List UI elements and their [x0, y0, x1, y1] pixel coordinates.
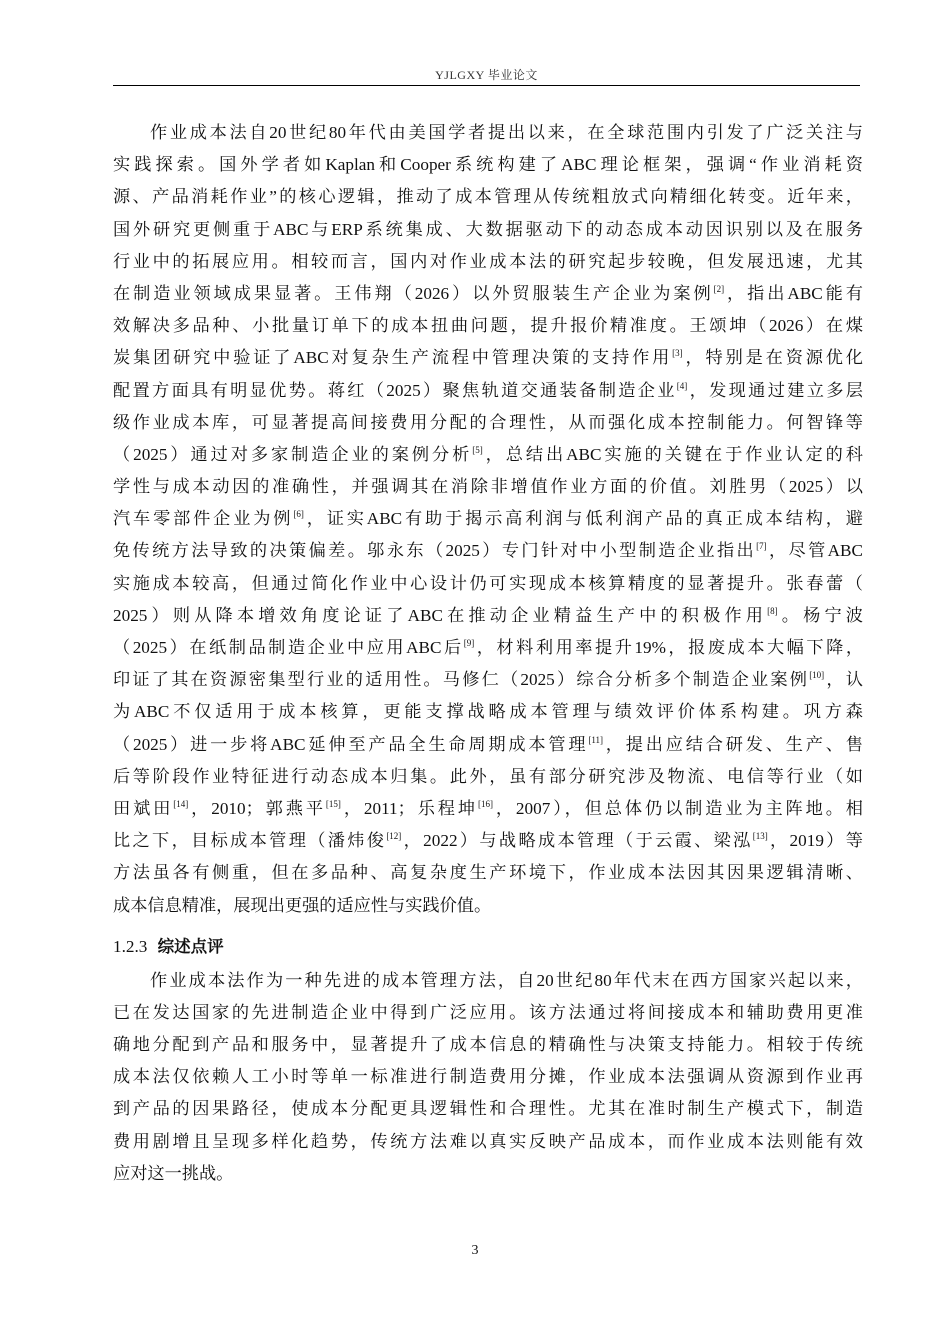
text-line	[113, 375, 863, 407]
text-segment: ，尽管ABC	[766, 541, 863, 561]
text-line	[113, 214, 863, 246]
text-segment: 级作业成本库，可显著提高间接费用分配的合理性，从而强化成本控制能力。何智锋等	[113, 412, 863, 432]
text-line	[113, 149, 863, 181]
text-segment: 实施成本较高，但通过简化作业中心设计仍可实现成本核算精度的显著提升。张春蕾（	[113, 573, 863, 593]
text-segment: 行业中的拓展应用。相较而言，国内对作业成本法的研究起步较晚，但发展迅速，尤其	[113, 251, 863, 271]
text-segment: ，认	[824, 670, 863, 690]
paragraph-review-comment	[113, 965, 863, 1190]
paragraph-literature-review	[113, 117, 863, 922]
text-line	[113, 825, 863, 857]
text-segment: ，总结出ABC实施的关键在于作业认定的科	[482, 444, 863, 464]
text-segment: 在制造业领域成果显著。王伟翔（2026）以外贸服装生产企业为案例	[113, 283, 714, 303]
citation-marker: [12]	[386, 831, 402, 842]
text-line	[113, 310, 863, 342]
text-segment: 炭集团研究中验证了ABC对复杂生产流程中管理决策的支持作用	[113, 348, 673, 368]
citation-marker: [8]	[767, 605, 778, 616]
citation-marker: [4]	[676, 380, 688, 391]
text-segment: 田斌田	[113, 798, 174, 818]
citation-marker: [3]	[672, 348, 683, 359]
page-header: YJLGXY 毕业论文	[435, 68, 538, 82]
text-line	[113, 600, 863, 632]
text-segment: ，2019）等	[767, 831, 863, 851]
text-segment: 效解决多品种、小批量订单下的成本扭曲问题，提升报价精准度。王颂坤（2026）在煤	[113, 316, 863, 336]
section-number: 1.2.3	[113, 936, 148, 956]
text-line	[113, 407, 863, 439]
text-segment: 方法虽各有侧重，但在多品种、高复杂度生产环境下，作业成本法因其因果逻辑清晰、	[113, 863, 863, 883]
text-segment: ，发现通过建立多层	[687, 380, 863, 400]
text-segment: 印证了其在资源密集型行业的适用性。马修仁（2025）综合分析多个制造企业案例	[113, 670, 810, 690]
text-segment: 后等阶段作业特征进行动态成本归集。此外，虽有部分研究涉及物流、电信等行业（如	[113, 766, 863, 786]
citation-marker: [16]	[477, 798, 493, 809]
text-line	[113, 342, 863, 374]
text-line	[113, 503, 863, 535]
section-heading	[113, 931, 863, 963]
text-segment: （2025）在纸制品制造企业中应用ABC后	[113, 638, 464, 657]
page-number: 3	[471, 1243, 479, 1258]
text-line	[113, 793, 863, 825]
text-line	[113, 278, 863, 310]
section-title: 综述点评	[157, 936, 224, 956]
text-segment: 免传统方法导致的决策偏差。邬永东（2025）专门针对中小型制造企业指出	[113, 541, 757, 561]
text-segment: 为ABC不仅适用于成本核算，更能支撑战略成本管理与绩效评价体系构建。巩方森	[113, 702, 863, 722]
text-segment: 源、产品消耗作业”的核心逻辑，推动了成本管理从传统粗放式向精细化转变。近年来，	[113, 187, 863, 207]
text-line	[113, 890, 863, 922]
text-segment: ，2007），但总体仍以制造业为主阵地。相	[492, 798, 863, 818]
header-rule	[113, 85, 860, 86]
citation-marker: [14]	[173, 798, 189, 809]
text-line: 成本法仅依赖人工小时等单一标准进行制造费用分摊，作业成本法强调从资源到作业再	[113, 1067, 863, 1087]
text-line	[113, 471, 863, 503]
text-line: 确地分配到产品和服务中，显著提升了成本信息的精确性与决策支持能力。相较于传统	[113, 1035, 863, 1055]
text-line	[113, 568, 863, 600]
text-segment: 比之下，目标成本管理（潘炜俊	[113, 831, 387, 851]
text-segment: ，特别是在资源优化	[682, 348, 863, 368]
text-segment: ，材料利用率提升19%，报废成本大幅下降，	[474, 638, 864, 657]
text-segment: ，证实ABC有助于揭示高利润与低利润产品的真正成本结构，避	[303, 509, 863, 529]
text-segment: ，2011；乐程坤	[340, 798, 478, 818]
text-line: 到产品的因果路径，使成本分配更具逻辑性和合理性。尤其在准时制生产模式下，制造	[113, 1099, 863, 1119]
text-segment: （2025）通过对多家制造企业的案例分析	[113, 444, 473, 464]
citation-marker: [6]	[293, 509, 304, 520]
text-line	[113, 761, 863, 793]
citation-marker: [15]	[325, 798, 341, 809]
text-line: 已在发达国家的先进制造企业中得到广泛应用。该方法通过将间接成本和辅助费用更准	[113, 1002, 863, 1022]
body-content	[113, 117, 863, 1190]
text-line: 应对这一挑战。	[113, 1163, 234, 1183]
text-line	[113, 696, 863, 728]
text-line	[113, 117, 863, 149]
citation-marker: [5]	[472, 444, 483, 455]
text-segment: 实践探索。国外学者如Kaplan和Cooper系统构建了ABC理论框架，强调“作业消耗资	[113, 155, 863, 175]
citation-marker: [10]	[809, 670, 825, 681]
text-line	[113, 664, 863, 696]
citation-marker: [2]	[713, 283, 725, 294]
citation-marker: [11]	[588, 734, 603, 745]
text-line	[113, 729, 863, 761]
text-line: 费用剧增且呈现多样化趋势，传统方法难以真实反映产品成本，而作业成本法则能有效	[113, 1131, 863, 1151]
text-segment: 。杨宁波	[777, 605, 863, 625]
text-segment: ，指出ABC能有	[724, 283, 863, 303]
text-segment: （2025）进一步将ABC延伸至产品全生命周期成本管理	[113, 734, 589, 754]
text-segment: 作业成本法自20世纪80年代由美国学者提出以来，在全球范围内引发了广泛关注与	[150, 123, 863, 142]
text-line: 作业成本法作为一种先进的成本管理方法，自20世纪80年代末在西方国家兴起以来，	[150, 970, 863, 990]
text-segment: 汽车零部件企业为例	[113, 509, 294, 529]
text-segment: 国外研究更侧重于ABC与ERP系统集成、大数据驱动下的动态成本动因识别以及在服务	[113, 219, 863, 239]
text-line	[113, 439, 863, 471]
text-line	[113, 535, 863, 567]
citation-marker: [9]	[463, 638, 475, 648]
text-line	[113, 246, 863, 278]
text-line	[113, 857, 863, 889]
text-segment: ，2022）与战略成本管理（于云霞、梁泓	[401, 831, 753, 851]
text-line	[113, 632, 863, 664]
text-segment: ，2010；郭燕平	[188, 798, 326, 818]
citation-marker: [13]	[752, 831, 768, 842]
text-segment: ，提出应结合研发、生产、售	[603, 734, 863, 754]
text-segment: 2025）则从降本增效角度论证了ABC在推动企业精益生产中的积极作用	[113, 605, 768, 625]
citation-marker: [7]	[756, 541, 767, 552]
text-segment: 成本信息精准，展现出更强的适应性与实践价值。	[113, 895, 492, 915]
text-line	[113, 181, 863, 213]
text-segment: 学性与成本动因的准确性，并强调其在消除非增值作业方面的价值。刘胜男（2025）以	[113, 477, 863, 497]
text-segment: 配置方面具有明显优势。蒋红（2025）聚焦轨道交通装备制造企业	[113, 380, 677, 400]
